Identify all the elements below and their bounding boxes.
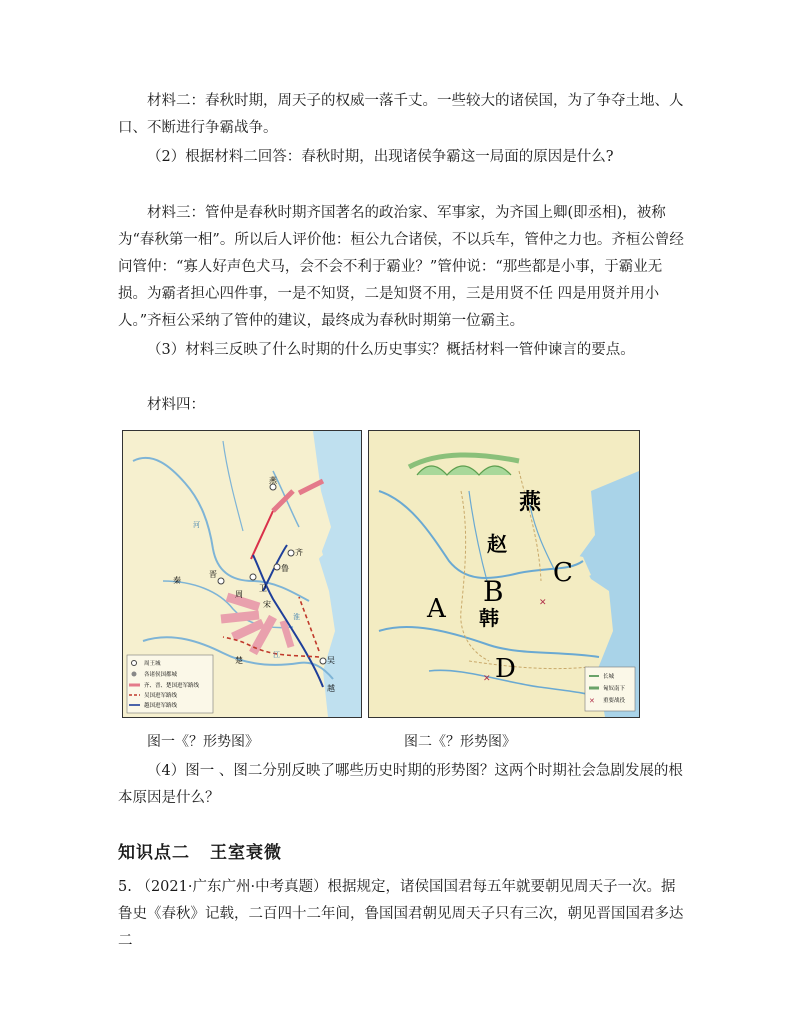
map1-place-label: 齐 xyxy=(295,548,303,557)
map1-legend-item: 周王城 xyxy=(144,661,161,667)
map1-legend-item: 齐、晋、楚国进军路线 xyxy=(144,683,200,689)
map-spring-autumn xyxy=(122,430,362,718)
map1-legend-item: 各诸侯国都城 xyxy=(144,672,178,678)
section-heading xyxy=(118,838,282,863)
map2-label-yan: 燕 xyxy=(519,489,542,515)
map1-place-label: 吴 xyxy=(327,656,335,665)
map1-place-label: 秦 xyxy=(173,576,181,585)
map1-drawing xyxy=(123,431,361,717)
map1-place-label: 宋 xyxy=(263,600,271,609)
map1-place-label: 晋 xyxy=(209,570,217,579)
map1-river-label: 江 xyxy=(273,651,280,659)
map2-label-d: D xyxy=(495,654,516,684)
section-number: 知识点二 xyxy=(118,843,190,863)
map2-label-zhao: 赵 xyxy=(487,532,507,556)
map2-label-han: 韩 xyxy=(479,606,499,630)
map2-legend-item: 匈奴南下 xyxy=(603,686,626,692)
map1-legend-item: 吴国进军路线 xyxy=(144,693,178,699)
map1-place-label: 越 xyxy=(327,684,335,693)
material2-question: （2）根据材料二回答：春秋时期，出现诸侯争霸这一局面的原因是什么? xyxy=(147,149,614,165)
svg-text:✕: ✕ xyxy=(589,697,595,705)
map2-legend-item: 重要战役 xyxy=(603,698,626,704)
map1-place-label: 周 xyxy=(235,590,243,599)
material3-question: （3）材料三反映了什么时期的什么历史事实？概括材料一管仲谏言的要点。 xyxy=(147,342,635,358)
material2-text: 材料二：春秋时期，周天子的权威一落千丈。一些较大的诸侯国，为了争夺土地、人口、不断进行争霸战争。 xyxy=(118,93,684,136)
map2-caption: 图二《？形势图》 xyxy=(404,734,516,750)
material4-question: （4）图一 、图二分别反映了哪些历史时期的形势图？这两个时期社会急剧发展的根本原因是什么？ xyxy=(118,763,683,806)
battle-mark-icon: ✕ xyxy=(483,674,491,684)
map1-river-label: 淮 xyxy=(293,613,300,621)
map2-legend xyxy=(585,667,635,711)
map1-legend-item: 越国进军路线 xyxy=(144,703,178,709)
map1-place-label: 鲁 xyxy=(281,564,289,573)
map2-legend-item: 长城 xyxy=(603,674,615,680)
section-title: 王室衰微 xyxy=(210,843,282,863)
battle-mark-icon: ✕ xyxy=(539,598,547,608)
map2-label-a: A xyxy=(427,594,446,624)
map1-place-label: 燕 xyxy=(269,476,277,485)
material4-label: 材料四： xyxy=(147,397,205,413)
map1-place-label: 楚 xyxy=(235,656,243,665)
map2-label-b: B xyxy=(483,575,504,608)
map-warring-states xyxy=(368,430,640,718)
map1-river-label: 河 xyxy=(193,521,200,529)
map1-place-label: 卫 xyxy=(259,584,267,593)
map2-label-c: C xyxy=(553,558,573,588)
map1-legend xyxy=(127,655,213,713)
question-5-text: 5. （2021·广东广州·中考真题）根据规定，诸侯国国君每五年就要朝见周天子一次。据鲁史《春秋》记载，二百四十二年间，鲁国国君朝见周天子只有三次，朝见晋国国君多达二 xyxy=(118,879,684,949)
map1-caption: 图一《？形势图》 xyxy=(147,734,259,750)
material3-text: 材料三：管仲是春秋时期齐国著名的政治家、军事家，为齐国上卿(即丞相)，被称为“春秋第一相”。所以后人评价他：桓公九合诸侯，不以兵车，管仲之力也。齐桓公曾经问管仲：“寡人好声色犬马，会不会不利于霸业？”管仲说：“那些都是小事，于霸业无损。为霸者担心四件事，一是不知贤，二是知贤不用，三是用贤不任 四是用贤并用小人。”齐桓公采纳了管仲的建议，最终成为春秋时期第一位霸主。 xyxy=(118,205,684,329)
map2-drawing xyxy=(369,431,639,717)
